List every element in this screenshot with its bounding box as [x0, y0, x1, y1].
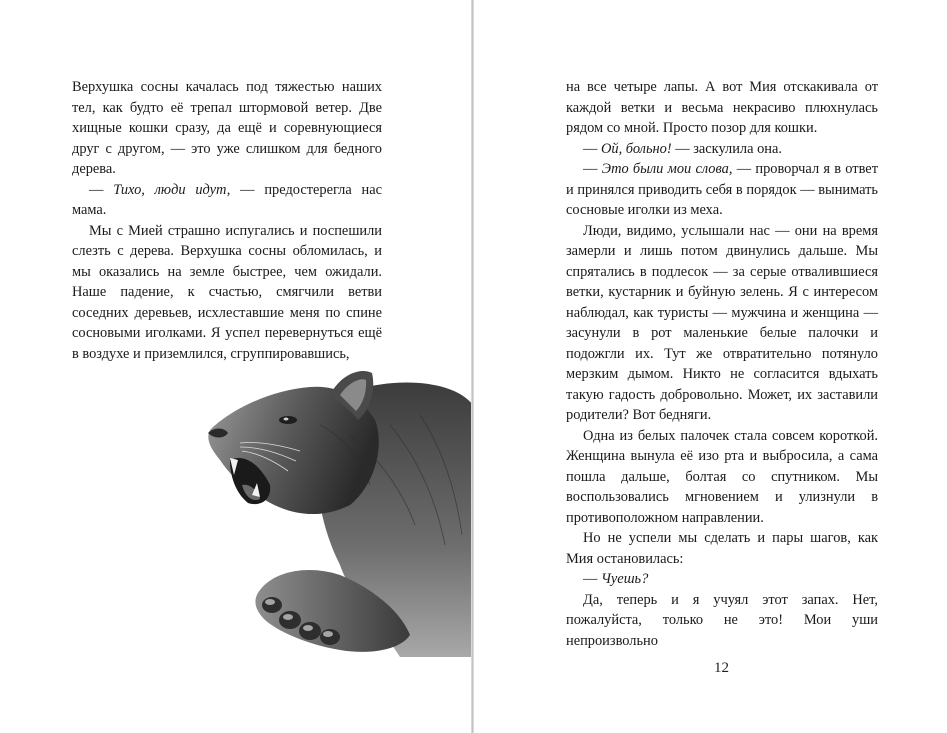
left-page	[0, 0, 472, 733]
dialogue-line: — Тихо, люди идут, — предостерегла нас мама.	[72, 181, 382, 218]
paragraph: Верхушка сосны качалась под тяжестью наших тел, как будто её трепал штормовой ветер. Две хищные кошки сразу, да ещё и соревнующиеся друг с другом, — это уже слишком для бедного дерева.	[72, 79, 382, 177]
left-page-text	[72, 77, 382, 364]
dialogue-line: — Это были мои слова, — проворчал я в ответ и принялся приводить себя в порядок — вынимать сосновые иголки из меха.	[566, 161, 878, 218]
page-number: 12	[714, 660, 729, 676]
right-page	[474, 0, 947, 733]
snarling-puma-icon	[200, 365, 473, 657]
paragraph: Да, теперь и я учуял этот запах. Нет, пожалуйста, только не это! Мои уши непроизвольно	[566, 591, 878, 649]
paragraph: на все четыре лапы. А вот Мия отскакивала от каждой ветки и весьма некрасиво плюхнулась рядом со мной. Просто позор для кошки.	[566, 79, 878, 136]
right-page-text	[566, 77, 878, 651]
dialogue-line: — Ой, больно! — заскулила она.	[583, 140, 782, 157]
paragraph: Но не успели мы сделать и пары шагов, как Мия остановилась:	[566, 530, 878, 567]
dialogue-line: — Чуешь?	[583, 571, 649, 587]
paragraph: Люди, видимо, услышали нас — они на время замерли и лишь потом двинулись дальше. Мы спрятались в подлесок — за серые отвалившиеся ветки, кустарник и буйную зелень. Я с интересом наблюдал, как туристы — мужчина и женщина — засунули в рот маленькие белые палочки и подожгли их. Тут же отвратительно потянуло мерзким дымом. Никто не согласится вдыхать такую гадость добровольно. Может, их заставили родители? Вот бедняги.	[566, 222, 878, 423]
paragraph: Одна из белых палочек стала совсем короткой. Женщина вынула её изо рта и выбросила, а сама пошла дальше, болтая со спутником. Мы воспользовались мгновением и улизнули в противоположном направлении.	[566, 427, 878, 526]
paragraph: Мы с Мией страшно испугались и поспешили слезть с дерева. Верхушка сосны обломилась, и мы оказались на земле быстрее, чем ожидали. Наше падение, к счастью, смягчили ветви соседних деревьев, исхлеставшие меня по спине сосновыми иголками. Я успел перевернуться ещё в воздухе и приземлился, сгруппировавшись,	[72, 222, 382, 362]
